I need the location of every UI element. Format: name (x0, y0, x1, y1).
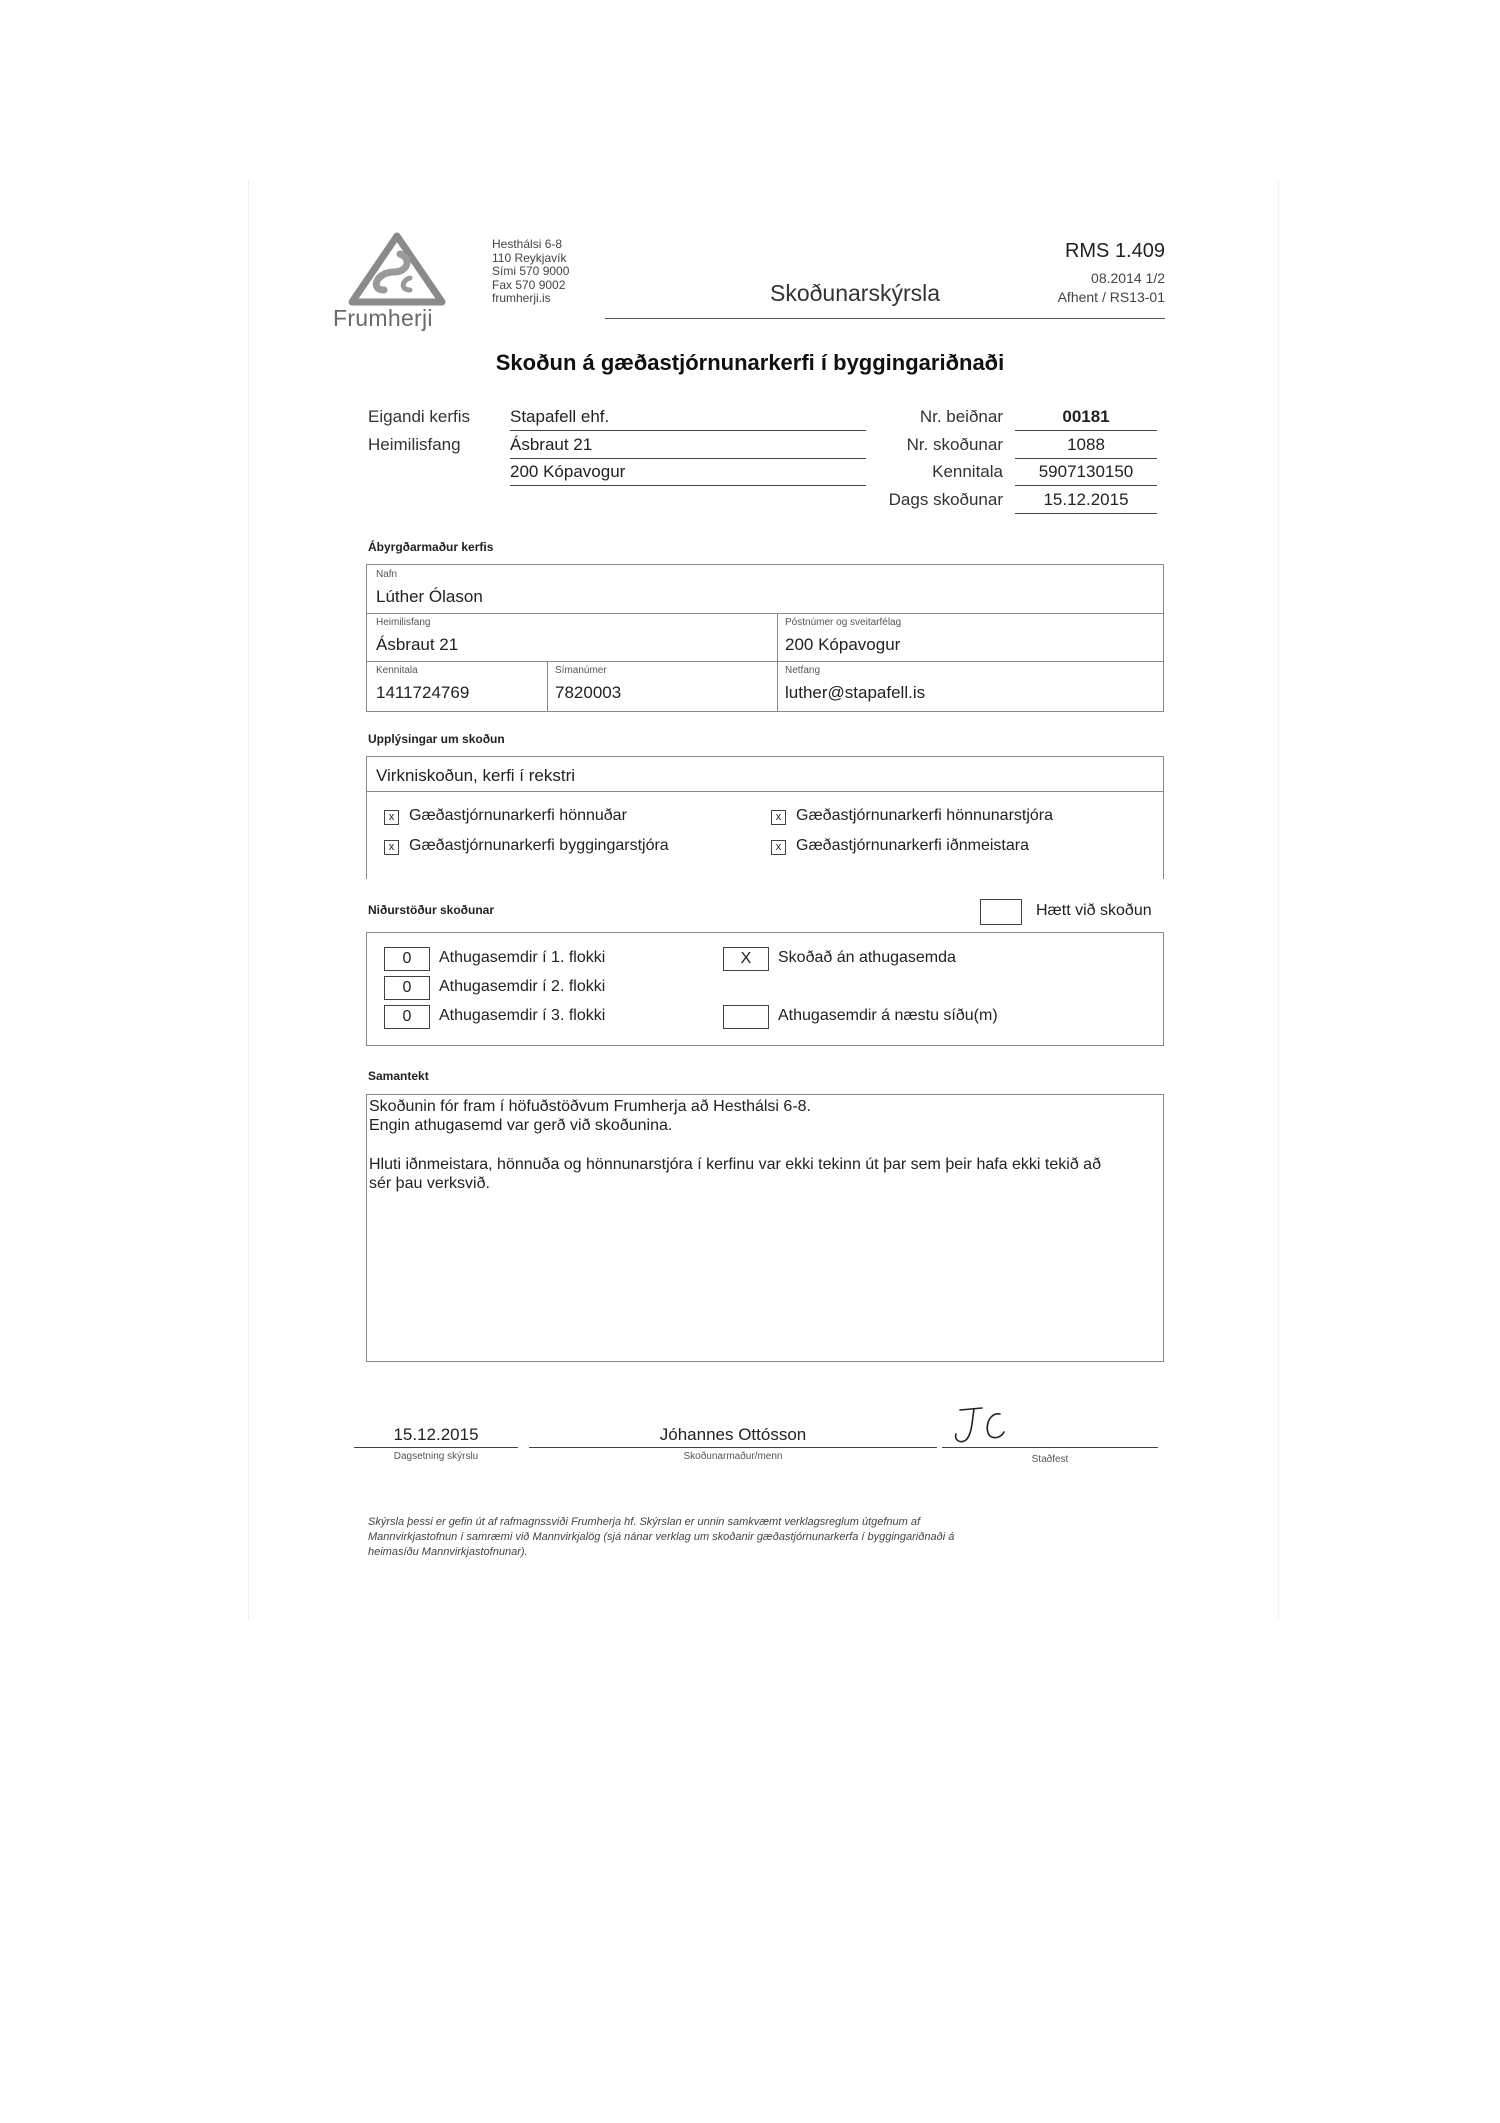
request-number-value: 00181 (1015, 407, 1157, 431)
name-value: Lúther Ólason (376, 587, 483, 606)
summary-line-1: Skoðunin fór fram í höfuðstöðvum Frumherja að Hesthálsi 6-8. (369, 1098, 811, 1115)
inspection-type: Virkniskoðun, kerfi í rekstri (376, 766, 576, 785)
inspection-date-label: Dags skoðunar (888, 490, 1003, 509)
checkbox-master-craftsman[interactable]: x (771, 840, 786, 855)
summary-line-2: Engin athugasemd var gerð við skoðunina. (369, 1117, 673, 1134)
kennitala-label: Kennitala (932, 462, 1003, 481)
info-section-title: Upplýsingar um skoðun (368, 732, 505, 746)
document-type: Skoðunarskýrsla (770, 280, 941, 306)
email-label: Netfang (785, 665, 821, 676)
inspection-number-value: 1088 (1015, 435, 1157, 459)
checkbox-design-manager[interactable]: x (771, 810, 786, 825)
owner-label: Eigandi kerfis (368, 407, 471, 426)
category-2-label: Athugasemdir í 2. flokki (439, 978, 606, 995)
owner-postal-value: 200 Kópavogur (510, 462, 866, 486)
results-box (366, 932, 1164, 1046)
address-line: Sími 570 9000 (492, 264, 570, 278)
postal-label: Póstnúmer og sveitarfélag (785, 617, 902, 628)
responsible-address-label: Heimilisfang (376, 617, 431, 628)
request-number-label: Nr. beiðnar (919, 407, 1003, 426)
address-line: Hesthálsi 6-8 (492, 237, 563, 251)
kennitala-value: 5907130150 (1015, 462, 1157, 486)
name-label: Nafn (376, 569, 398, 580)
owner-value: Stapafell ehf. (510, 407, 866, 431)
inspector-value: Jóhannes Ottósson (529, 1425, 937, 1448)
inspector-label: Skoðunarmaður/menn (683, 1451, 783, 1462)
owner-address-value: Ásbraut 21 (510, 435, 866, 459)
phone-value: 7820003 (555, 683, 622, 702)
no-remarks-box[interactable]: X (723, 947, 769, 971)
stop-inspection-label: Hætt við skoðun (1036, 902, 1152, 919)
email-value: luther@stapafell.is (785, 683, 926, 702)
check-label-master-craftsman: Gæðastjórnunarkerfi iðnmeistara (796, 837, 1029, 854)
page-edge-left (248, 180, 249, 1620)
checkbox-construction-manager[interactable]: x (384, 840, 399, 855)
owner-address-label: Heimilisfang (368, 435, 461, 454)
page-edge-right (1278, 180, 1279, 1620)
check-label-construction-manager: Gæðastjórnunarkerfi byggingarstjóra (409, 837, 669, 854)
category-2-count[interactable]: 0 (384, 976, 430, 1000)
company-address (492, 238, 602, 306)
responsible-address-value: Ásbraut 21 (376, 635, 459, 654)
frumherji-logo-icon (342, 232, 452, 312)
no-remarks-label: Skoðað án athugasemda (778, 949, 956, 966)
logo-wordmark: Frumherji (333, 305, 433, 331)
legal-footer (368, 1515, 1158, 1560)
rms-code: RMS 1.409 (1064, 240, 1165, 262)
inspection-date-value: 15.12.2015 (1015, 490, 1157, 514)
summary-box (366, 1094, 1164, 1362)
address-line: 110 Reykjavík (492, 250, 567, 265)
next-page-remarks-label: Athugasemdir á næstu síðu(m) (778, 1007, 998, 1024)
report-date-value: 15.12.2015 (354, 1425, 518, 1448)
footer-line-1: Skýrsla þessi er gefin út af rafmagnssviði Frumherja hf. Skýrslan er unnin samkvæmt verklagsreglum útgefnum af (368, 1516, 921, 1528)
confirm-label: Staðfest (1031, 1454, 1069, 1465)
postal-value: 200 Kópavogur (785, 635, 901, 654)
check-label-design-manager: Gæðastjórnunarkerfi hönnunarstjóra (796, 807, 1054, 824)
report-title: Skoðun á gæðastjórnunarkerfi í byggingariðnaði (495, 350, 1005, 375)
category-1-count[interactable]: 0 (384, 947, 430, 971)
handwritten-signature-icon (942, 1400, 1022, 1448)
responsible-section-title: Ábyrgðarmaður kerfis (368, 540, 494, 554)
report-date-label: Dagsetning skýrslu (393, 1451, 479, 1462)
category-3-label: Athugasemdir í 3. flokki (439, 1007, 606, 1024)
next-page-remarks-box[interactable] (723, 1005, 769, 1029)
rms-version: 08.2014 1/2 (1091, 270, 1165, 286)
category-3-count[interactable]: 0 (384, 1005, 430, 1029)
stop-inspection-box[interactable] (980, 899, 1022, 925)
rms-block (960, 240, 1165, 307)
confirm-signature-line (942, 1400, 1158, 1448)
footer-line-2: Mannvirkjastofnun í samræmi við Mannvirkjalög (sjá nánar verklag um skoðanir gæðastjórnunarkerfa í byggingariðnaði á (368, 1531, 955, 1543)
summary-section-title: Samantekt (368, 1069, 429, 1083)
address-line: Fax 570 9002 (492, 277, 566, 292)
responsible-box (366, 564, 1164, 712)
info-box (366, 756, 1164, 879)
summary-line-3: Hluti iðnmeistara, hönnuða og hönnunarstjóra í kerfinu var ekki tekinn út þar sem þeir hafa ekki tekið að (369, 1156, 1101, 1173)
checkbox-designer[interactable]: x (384, 810, 399, 825)
rms-reference: Afhent / RS13-01 (1057, 289, 1165, 305)
footer-line-3: heimasíðu Mannvirkjastofnunar). (368, 1546, 528, 1558)
summary-line-4: sér þau verksvið. (369, 1175, 490, 1192)
address-line: frumherji.is (492, 291, 551, 305)
category-1-label: Athugasemdir í 1. flokki (439, 949, 606, 966)
phone-label: Símanúmer (555, 665, 607, 676)
header-rule (605, 318, 1165, 319)
inspection-number-label: Nr. skoðunar (906, 435, 1003, 454)
responsible-kennitala-value: 1411724769 (376, 683, 470, 702)
responsible-kennitala-label: Kennitala (376, 665, 418, 676)
results-section-title: Niðurstöður skoðunar (368, 903, 495, 917)
check-label-designer: Gæðastjórnunarkerfi hönnuðar (409, 807, 627, 824)
